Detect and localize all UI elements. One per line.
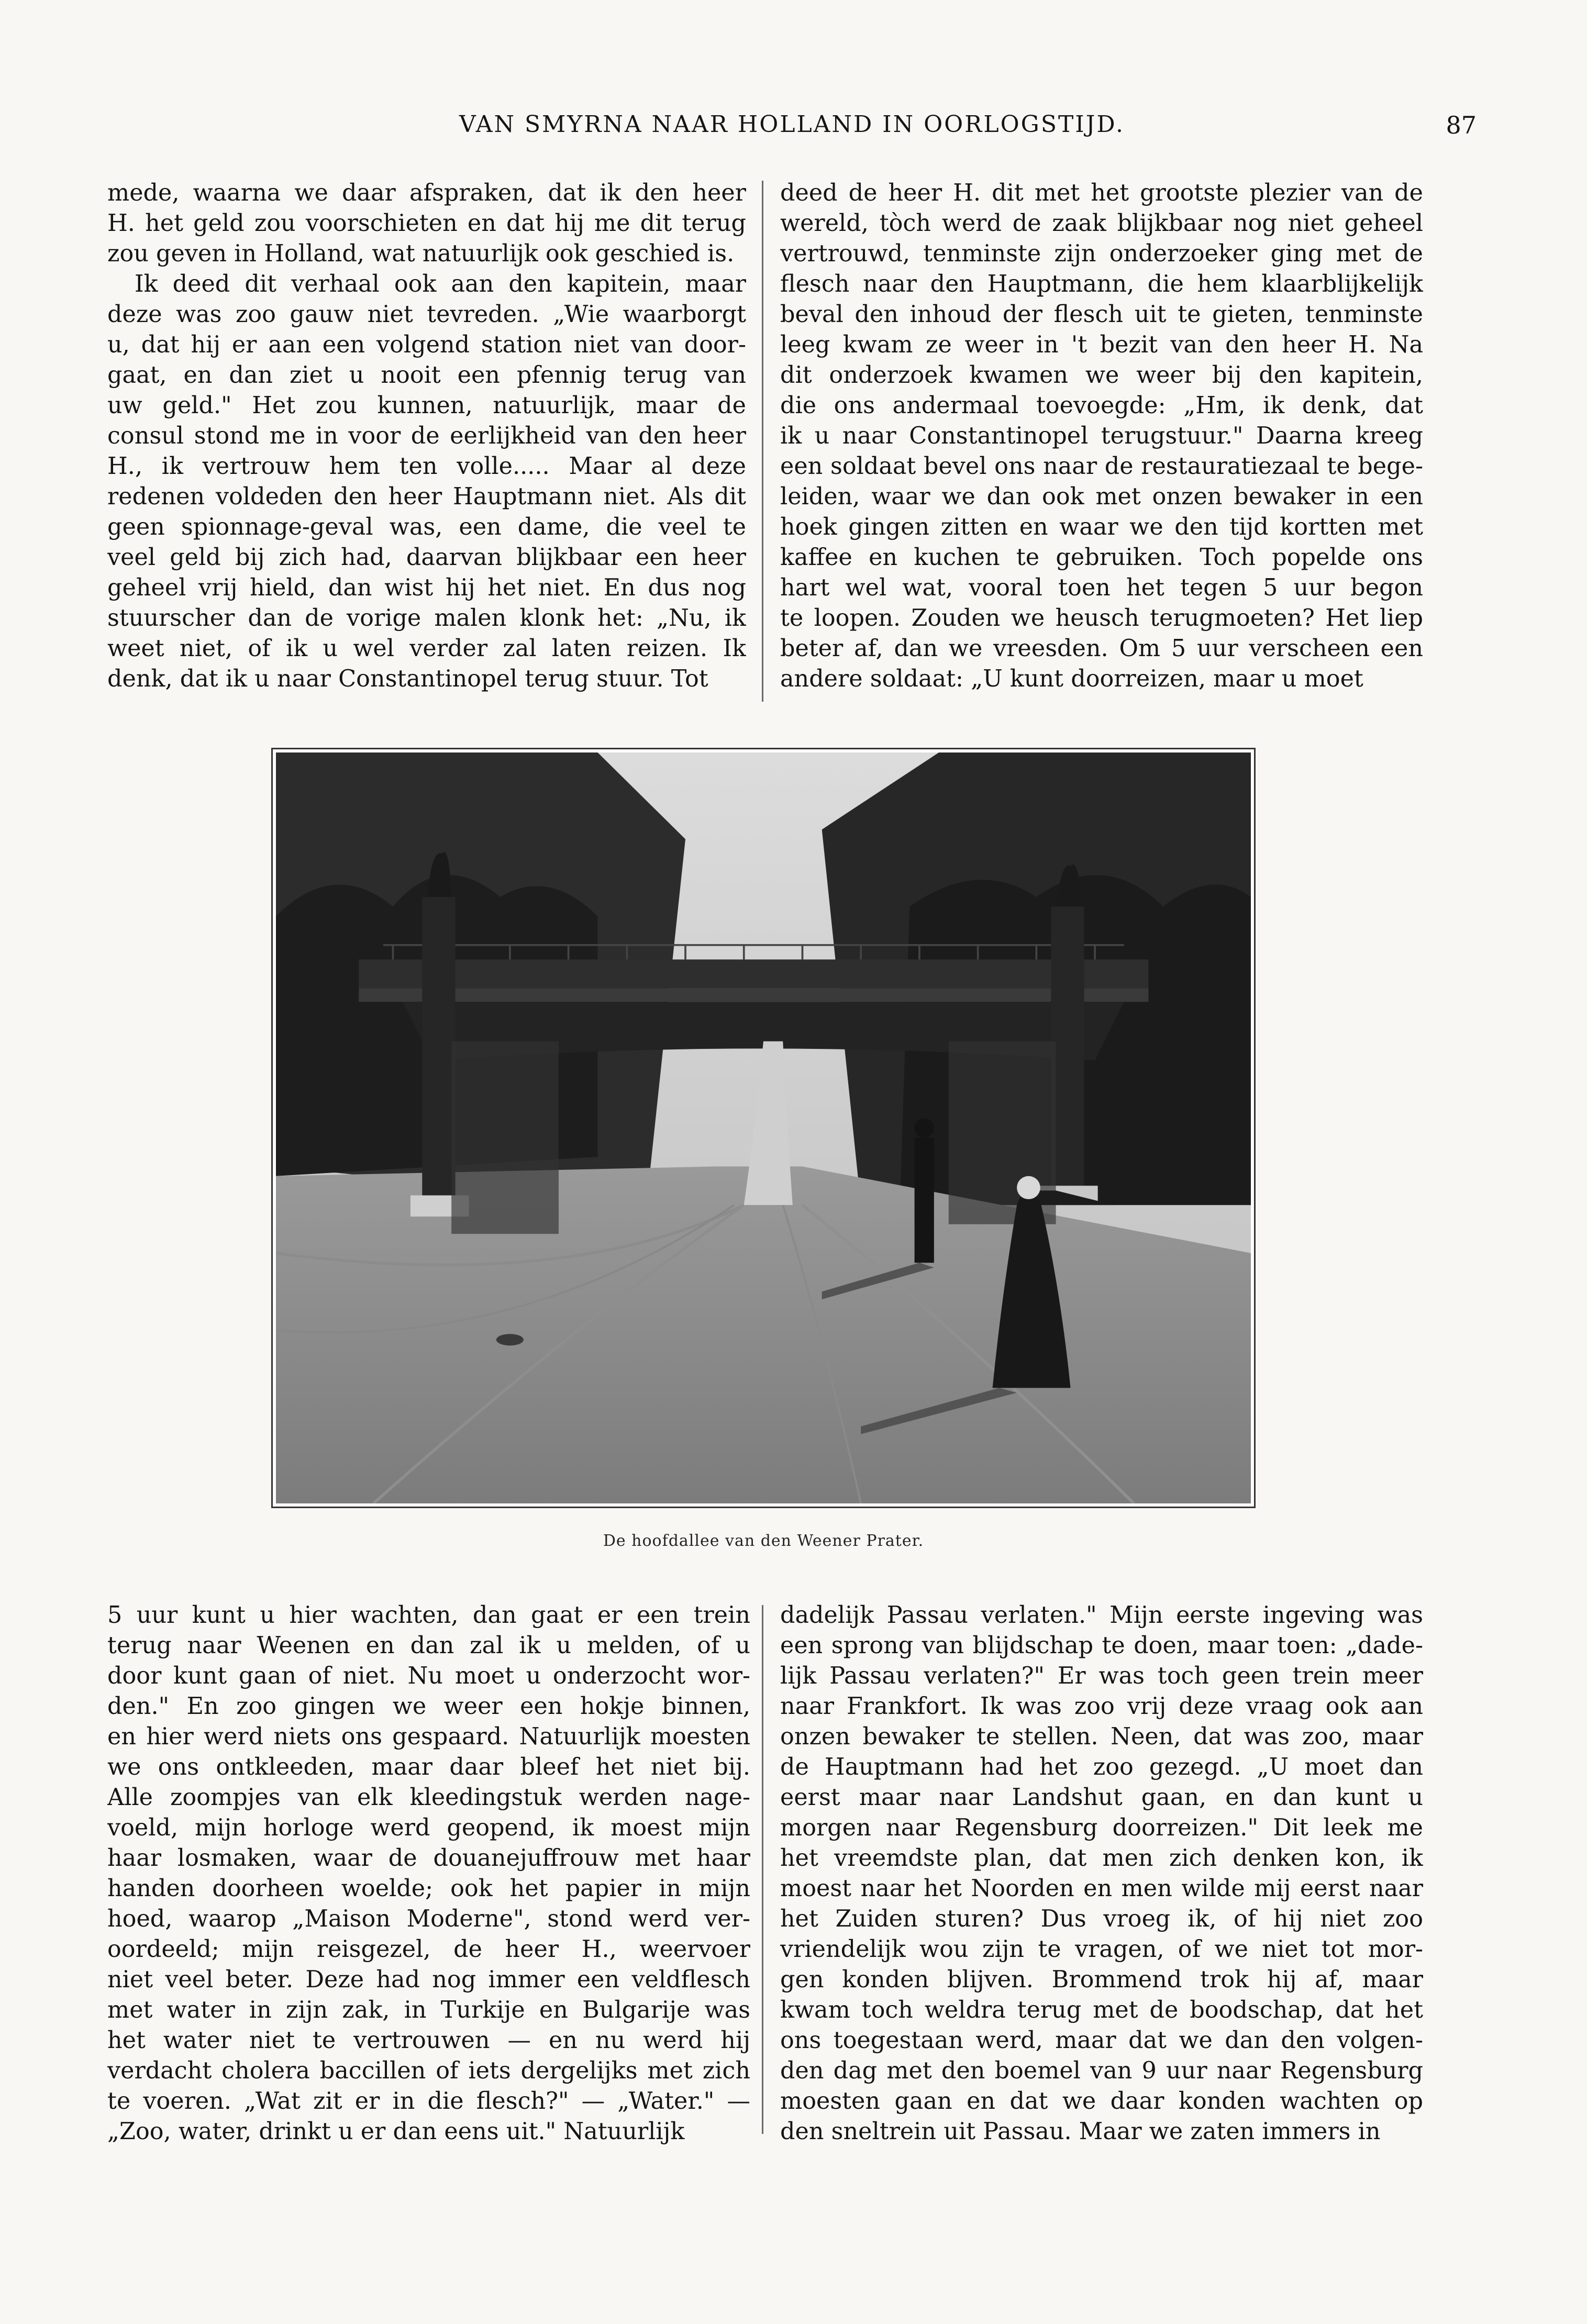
text-line: u, dat hij er aan een volgend station niet van door- [107, 331, 746, 358]
text-line: den sneltrein uit Passau. Maar we zaten immers in [780, 2118, 1381, 2145]
text-line: die ons andermaal toevoegde: „Hm, ik denk, dat [780, 392, 1423, 419]
text-line: hoed, waarop „Maison Moderne", stond werd ver- [107, 1906, 750, 1932]
text-line: een sprong van blijdschap te doen, maar toen: „dade- [780, 1632, 1423, 1659]
text-line: eerst maar naar Landshut gaan, en dan kunt u [780, 1784, 1423, 1811]
figure-photograph [271, 748, 1256, 1508]
column-top-right [780, 178, 1423, 694]
text-line: terug naar Weenen en dan zal ik u melden, of u [107, 1632, 750, 1659]
text-line: leiden, waar we dan ook met onzen bewaker in een [780, 483, 1423, 510]
text-line: denk, dat ik u naar Constantinopel terug stuur. Tot [107, 666, 708, 692]
text-line: uw geld." Het zou kunnen, natuurlijk, maar de [107, 392, 746, 419]
text-line: de Hauptmann had het zoo gezegd. „U moet dan [780, 1754, 1423, 1780]
text-line: den." En zoo gingen we weer een hokje binnen, [107, 1693, 750, 1720]
text-line: morgen naar Regensburg doorreizen." Dit leek me [780, 1814, 1423, 1841]
text-line: consul stond me in voor de eerlijkheid van den heer [107, 423, 746, 449]
text-line: ik u naar Constantinopel terugstuur." Daarna kreeg [780, 423, 1423, 449]
text-line: redenen voldeden den heer Hauptmann niet. Als dit [107, 483, 746, 510]
running-title: VAN SMYRNA NAAR HOLLAND IN OORLOGSTIJD. [459, 111, 1125, 138]
text-line: stuurscher dan de vorige malen klonk het: „Nu, ik [107, 605, 746, 632]
text-line: een soldaat bevel ons naar de restauratiezaal te bege- [780, 453, 1423, 480]
running-header [107, 111, 1477, 148]
text-line: beval den inhoud der flesch uit te gieten, tenminste [780, 301, 1423, 328]
text-line: hoek gingen zitten en waar we den tijd kortten met [780, 514, 1423, 540]
text-line: vertrouwd, tenminste zijn onderzoeker ging met de [780, 240, 1423, 267]
text-line: met water in zijn zak, in Turkije en Bulgarije was [107, 1997, 750, 2023]
text-line: moesten gaan en dat we daar konden wachten op [780, 2088, 1423, 2115]
text-line: vriendelijk wou zijn te vragen, of we niet tot mor- [780, 1936, 1423, 1963]
figure-caption: De hoofdallee van den Weener Prater. [603, 1532, 924, 1550]
text-line: lijk Passau verlaten?" Er was toch geen trein meer [780, 1663, 1423, 1689]
text-line: geheel vrij hield, dan wist hij het niet. En dus nog [107, 574, 746, 601]
column-divider-bottom [762, 1605, 763, 2134]
text-line: verdacht cholera baccillen of iets dergelijks met zich [107, 2057, 750, 2084]
column-bottom-right [780, 1600, 1423, 2147]
text-line: door kunt gaan of niet. Nu moet u onderzocht wor- [107, 1663, 750, 1689]
text-line: den dag met den boemel van 9 uur naar Regensburg [780, 2057, 1423, 2084]
text-line: wereld, tòch werd de zaak blijkbaar nog niet geheel [780, 210, 1423, 237]
column-bottom-left [107, 1600, 750, 2147]
text-line: oordeeld; mijn reisgezel, de heer H., weervoer [107, 1936, 750, 1963]
text-line: leeg kwam ze weer in 't bezit van den heer H. Na [780, 331, 1423, 358]
column-divider-top [762, 181, 763, 702]
text-line: naar Frankfort. Ik was zoo vrij deze vraag ook aan [780, 1693, 1423, 1720]
text-line: flesch naar den Hauptmann, die hem klaarblijkelijk [780, 271, 1423, 297]
text-line: zou geven in Holland, wat natuurlijk ook geschied is. [107, 240, 735, 267]
text-line: deze was zoo gauw niet tevreden. „Wie waarborgt [107, 301, 746, 328]
text-line: en hier werd niets ons gespaard. Natuurlijk moesten [107, 1723, 750, 1750]
text-line: handen doorheen woelde; ook het papier in mijn [107, 1875, 750, 1902]
text-line: dit onderzoek kwamen we weer bij den kapitein, [780, 362, 1423, 389]
text-line: gen konden blijven. Brommend trok hij af, maar [780, 1966, 1423, 1993]
text-line: deed de heer H. dit met het grootste plezier van de [780, 180, 1423, 206]
text-line: het vreemdste plan, dat men zich denken kon, ik [780, 1845, 1423, 1872]
text-line: H. het geld zou voorschieten en dat hij me dit terug [107, 210, 746, 237]
text-line: moest naar het Noorden en men wilde mij eerst naar [780, 1875, 1423, 1902]
text-line: „Zoo, water, drinkt u er dan eens uit." Natuurlijk [107, 2118, 685, 2145]
text-line: andere soldaat: „U kunt doorreizen, maar u moet [780, 666, 1363, 692]
prater-avenue-photo [276, 752, 1251, 1503]
text-line: dadelijk Passau verlaten." Mijn eerste ingeving was [780, 1602, 1423, 1629]
text-line: niet veel beter. Deze had nog immer een veldflesch [107, 1966, 750, 1993]
text-line: voeld, mijn horloge werd geopend, ik moest mijn [107, 1814, 750, 1841]
text-line: 5 uur kunt u hier wachten, dan gaat er een trein [107, 1602, 750, 1629]
page-number: 87 [1446, 111, 1477, 139]
text-line: mede, waarna we daar afspraken, dat ik den heer [107, 180, 746, 206]
text-line: onzen bewaker te stellen. Neen, dat was zoo, maar [780, 1723, 1423, 1750]
text-line: geen spionnage-geval was, een dame, die veel te [107, 514, 746, 540]
text-line: we ons ontkleeden, maar daar bleef het niet bij. [107, 1754, 750, 1780]
text-line: gaat, en dan ziet u nooit een pfennig terug van [107, 362, 746, 389]
text-line: het water niet te vertrouwen — en nu werd hij [107, 2027, 750, 2054]
text-line: kaffee en kuchen te gebruiken. Toch popelde ons [780, 544, 1423, 571]
column-top-left [107, 178, 746, 694]
text-line: beter af, dan we vreesden. Om 5 uur verscheen een [780, 635, 1423, 662]
text-line: kwam toch weldra terug met de boodschap, dat het [780, 1997, 1423, 2023]
text-line: te loopen. Zouden we heusch terugmoeten? Het liep [780, 605, 1423, 632]
text-line: het Zuiden sturen? Dus vroeg ik, of hij niet zoo [780, 1906, 1423, 1932]
text-line: te voeren. „Wat zit er in die flesch?" — „Water." — [107, 2088, 750, 2115]
text-line: H., ik vertrouw hem ten volle..... Maar al deze [107, 453, 746, 480]
text-line: hart wel wat, vooral toen het tegen 5 uur begon [780, 574, 1423, 601]
text-line: Alle zoompjes van elk kleedingstuk werden nage- [107, 1784, 750, 1811]
text-line: ons toegestaan werd, maar dat we dan den volgen- [780, 2027, 1423, 2054]
text-line: veel geld bij zich had, daarvan blijkbaar een heer [107, 544, 746, 571]
text-line: haar losmaken, waar de douanejuffrouw met haar [107, 1845, 750, 1872]
text-line: Ik deed dit verhaal ook aan den kapitein, maar [135, 271, 746, 297]
text-line: weet niet, of ik u wel verder zal laten reizen. Ik [107, 635, 746, 662]
